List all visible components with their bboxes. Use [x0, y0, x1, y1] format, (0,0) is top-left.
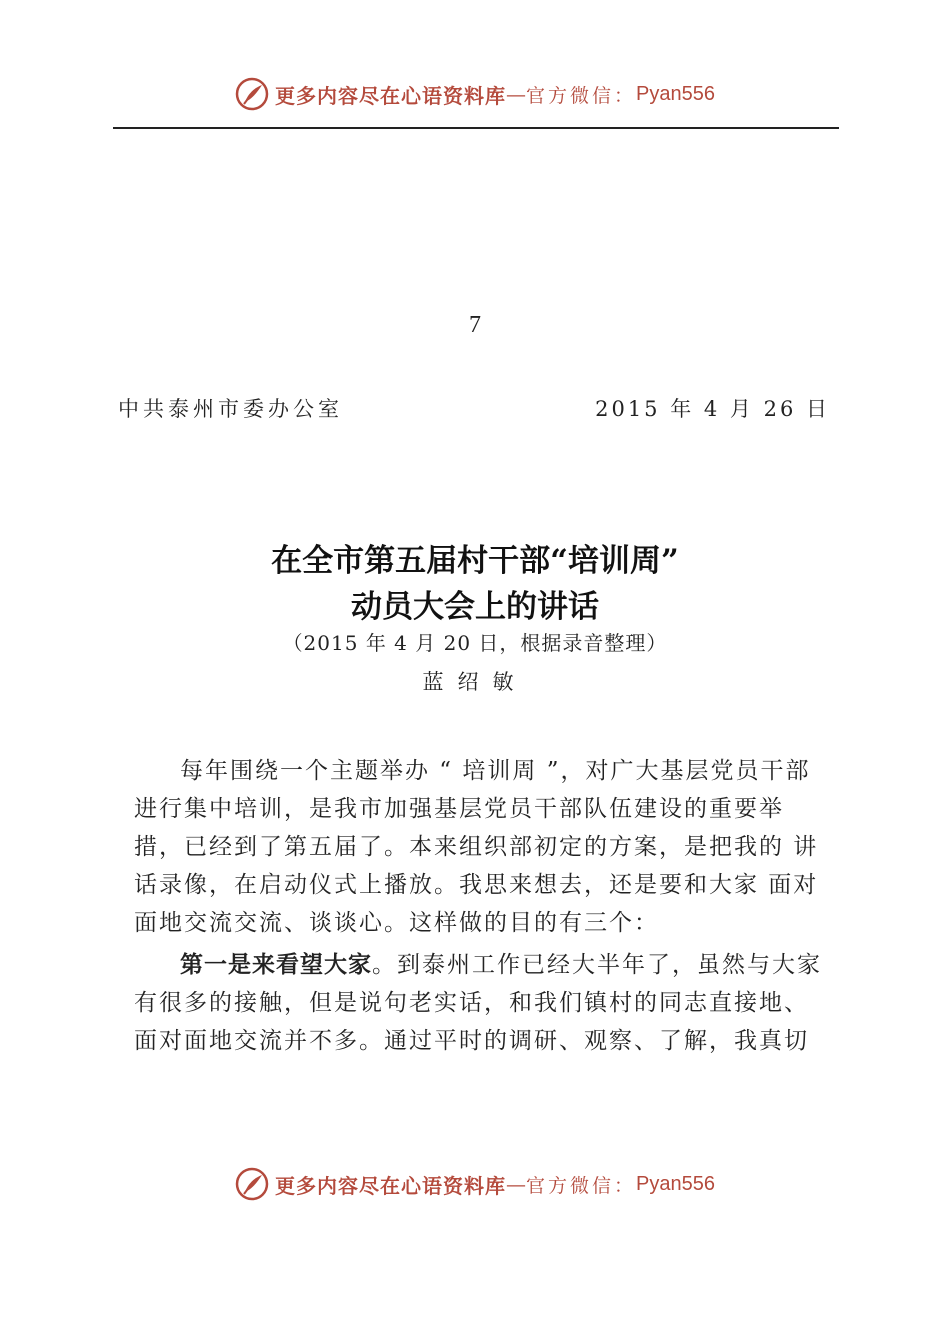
author: 蓝绍敏: [422, 670, 528, 694]
banner-site-name: 更多内容尽在心语资料库: [275, 83, 506, 108]
issuer: 中共泰州市委办公室: [118, 397, 343, 421]
title-line-2: 动员大会上的讲话: [351, 589, 599, 625]
banner-site-name: 更多内容尽在心语资料库: [275, 1173, 506, 1198]
banner-dash: —: [506, 1172, 526, 1196]
issue-date: 2015 年 4 月 26 日: [595, 397, 830, 421]
paragraph-2-lead: 第一是来看望大家: [180, 952, 372, 978]
header-rule: [113, 127, 839, 129]
paragraph-2-rest: 。到泰州工作已经大半年了，虽然与大家有很多的接触，但是说句老实话，和我们镇村的同志直接地、 面对面地交流并不多。通过平时的调研、观察、了解，我真切: [134, 952, 822, 1054]
banner-wechat-id: Pyan556: [636, 1172, 715, 1195]
banner-dash: —: [506, 82, 526, 106]
banner-wechat-label: 官方微信：: [526, 1174, 637, 1197]
banner-wechat-label: 官方微信：: [526, 84, 637, 107]
body-text: [134, 752, 834, 1064]
quill-logo-icon: [235, 1167, 269, 1201]
subtitle: （2015 年 4 月 20 日，根据录音整理）: [282, 631, 668, 655]
banner-wechat-id: Pyan556: [636, 82, 715, 105]
quill-logo-icon: [235, 77, 269, 111]
bottom-banner: [0, 1162, 950, 1206]
top-banner: [0, 72, 950, 116]
issuer-date-row: [118, 393, 830, 423]
paragraph-1: 每年围绕一个主题举办 “ 培训周 ”，对广大基层党员干部 进行集中培训，是我市加强基层党员干部队伍建设的重要举 措，已经到了第五届了。本来组织部初定的方案，是把我的 讲话录像，在启动仪式上播放。我思来想去，还是要和大家 面对面地交流交流、谈谈心。这样做的目的有三个：: [134, 758, 819, 936]
paragraph-2: [134, 946, 834, 1060]
issue-number: 7: [469, 312, 481, 338]
title-line-1: 在全市第五届村干部“培训周”: [271, 543, 679, 579]
